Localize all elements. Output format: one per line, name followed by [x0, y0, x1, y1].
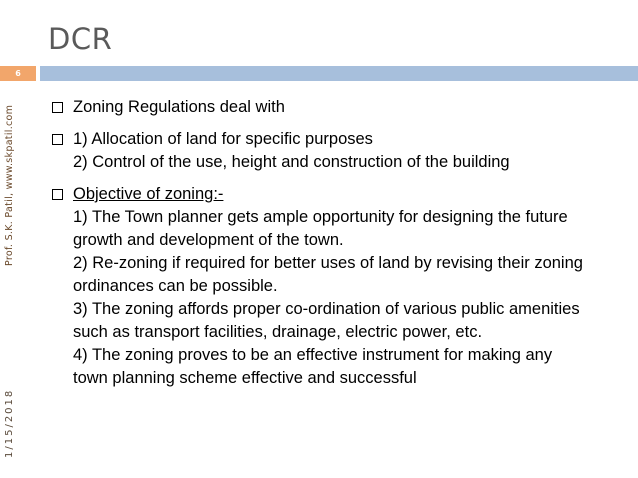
bullet-line: 4) The zoning proves to be an effective instrument for making any [73, 346, 553, 364]
bullet-line: 1) Allocation of land for specific purposes [73, 130, 373, 148]
bullet-line: ordinances can be possible. [73, 277, 278, 295]
bullet-item [52, 183, 624, 390]
bullet-item [52, 96, 624, 119]
square-bullet-icon [52, 189, 63, 200]
bullet-line: 2) Control of the use, height and construction of the building [73, 153, 510, 171]
bullet-line: 2) Re-zoning if required for better uses of land by revising their zoning [73, 254, 583, 272]
bullet-line: 1) The Town planner gets ample opportunity for designing the future [73, 208, 568, 226]
bullet-line: such as transport facilities, drainage, electric power, etc. [73, 323, 483, 341]
bullet-line: 3) The zoning affords proper co-ordination of various public amenities [73, 300, 580, 318]
square-bullet-icon [52, 102, 63, 113]
accent-bar-blue [40, 66, 638, 81]
bullet-heading: Objective of zoning:- [73, 185, 224, 203]
author-footer: Prof. S.K. Patil, www.skpatil.com [4, 104, 15, 266]
bullet-text [73, 128, 510, 174]
slide-content [52, 96, 624, 399]
slide-title: DCR [48, 22, 113, 56]
bullet-line: growth and development of the town. [73, 231, 344, 249]
page-number: 6 [15, 69, 21, 78]
bullet-line: town planning scheme effective and successful [73, 369, 417, 387]
date-footer: 1/15/2018 [4, 388, 15, 458]
bullet-line: Zoning Regulations deal with [73, 98, 285, 116]
bullet-item [52, 128, 624, 174]
bullet-text [73, 183, 583, 390]
bullet-text [73, 96, 285, 119]
square-bullet-icon [52, 134, 63, 145]
